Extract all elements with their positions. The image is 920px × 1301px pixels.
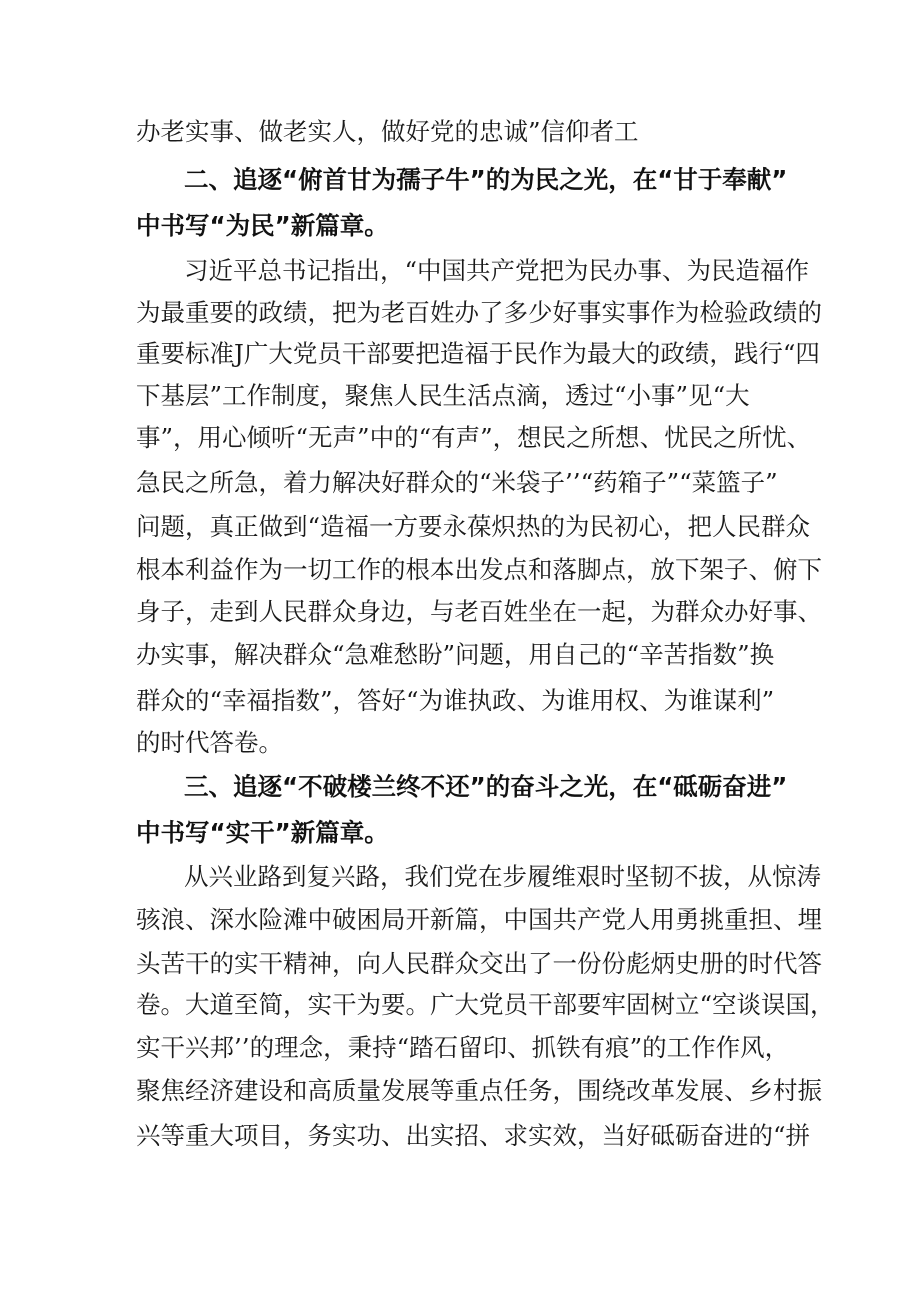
section2-paragraph-line: 问题，真正做到“造福一方要永葆炽热的为民初心，把人民群众 [136, 512, 811, 541]
section3-paragraph-line: 骇浪、深水险滩中破困局开新篇，中国共产党人用勇挑重担、埋 [136, 905, 822, 934]
section2-paragraph-line: 的时代答卷。 [136, 728, 283, 757]
section3-paragraph-line: 从兴业路到复兴路，我们党在步履维艰时坚韧不拔，从惊涛 [184, 862, 821, 891]
section2-paragraph-line: 办实事，解决群众“急难愁盼”问题，用自己的“辛苦指数”换 [136, 640, 775, 669]
section2-paragraph-line: 事”，用心倾听“无声”中的“有声”，想民之所想、忧民之所忧、 [136, 423, 812, 452]
section3-paragraph-line: 卷。大道至简，实干为要。广大党员干部要牢固树立“空谈误国， [136, 990, 835, 1019]
section3-paragraph-line: 兴等重大项目，务实功、出实招、求实效，当好砥砺奋进的“拼 [136, 1121, 811, 1150]
section2-paragraph-line: 下基层”工作制度，聚焦人民生活点滴，透过“小事”见“大 [136, 381, 750, 410]
section2-paragraph-line: 群众的“幸福指数”，答好“为谁执政、为谁用权、为谁谋利” [136, 686, 775, 715]
section2-paragraph-line: 根本利益作为一切工作的根本出发点和落脚点，放下架子、俯下 [136, 555, 822, 584]
section2-paragraph-line: 为最重要的政绩，把为老百姓办了多少好事实事作为检验政绩的 [136, 298, 822, 327]
section2-paragraph-line: 身子，走到人民群众身边，与老百姓坐在一起，为群众办好事、 [136, 597, 822, 626]
section2-paragraph-line: 重要标准J广大党员干部要把造福于民作为最大的政绩，践行“四 [136, 339, 820, 368]
section2-paragraph-line: 习近平总书记指出，“中国共产党把为民办事、为民造福作 [184, 256, 810, 285]
section2-heading-line: 二、追逐“俯首甘为孺子牛”的为民之光，在“甘于奉献” [184, 165, 788, 194]
section3-paragraph-line: 实干兴邦’’的理念，秉持“踏石留印、抓铁有痕”的工作作风， [136, 1033, 790, 1062]
section2-heading-line: 中书写“为民”新篇章。 [136, 211, 389, 240]
section3-heading-line: 中书写“实干”新篇章。 [136, 818, 389, 847]
section2-paragraph-line: 急民之所急，着力解决好群众的“米袋子’’“药箱子”“菜篮子” [136, 468, 778, 497]
section3-heading-line: 三、追逐“不破楼兰终不还”的奋斗之光，在“砥砺奋进” [184, 772, 788, 801]
section3-paragraph-line: 聚焦经济建设和高质量发展等重点任务，围绕改革发展、乡村振 [136, 1076, 822, 1105]
intro-line: 办老实事、做老实人，做好党的忠诚”信仰者工 [136, 117, 639, 146]
section3-paragraph-line: 头苦干的实干精神，向人民群众交出了一份份彪炳史册的时代答 [136, 949, 822, 978]
